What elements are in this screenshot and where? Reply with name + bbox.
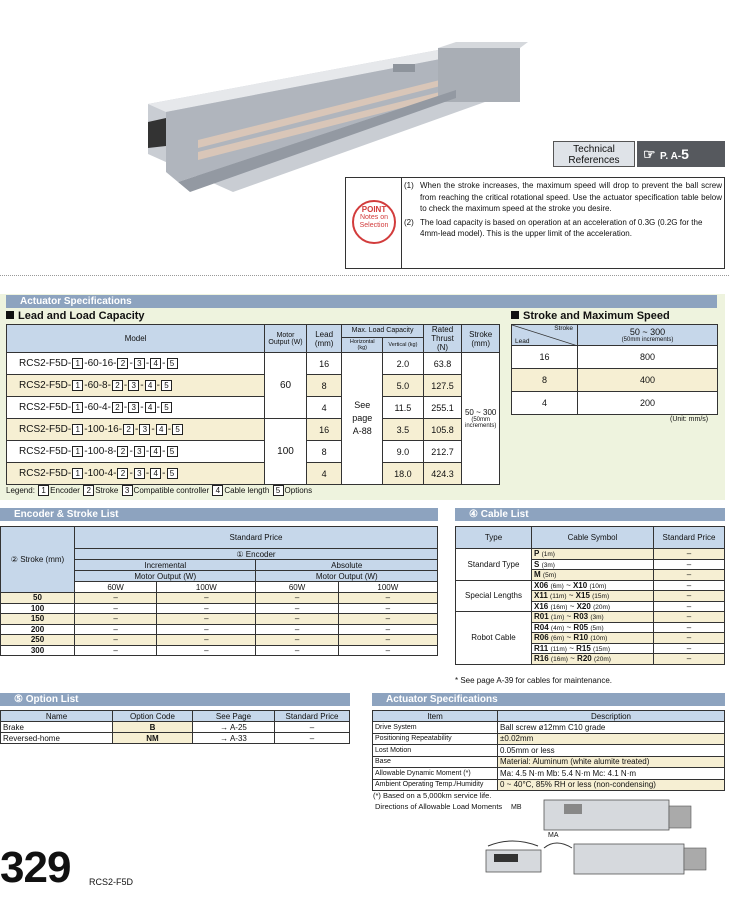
cable-symbol xyxy=(532,591,654,602)
head-stroke: Stroke xyxy=(554,325,573,332)
note-1-num: (1) xyxy=(404,181,414,190)
spec-desc: Material: Aluminum (white alumite treated) xyxy=(498,756,725,768)
legend-num: 3 xyxy=(122,485,133,496)
price-dash: – xyxy=(654,591,725,602)
price-dash: – xyxy=(256,645,338,656)
price-dash: – xyxy=(654,633,725,644)
model-prefix: RCS2-F5D- xyxy=(19,468,72,479)
cable-symbol xyxy=(532,580,654,591)
vertical-cell: 11.5 xyxy=(383,397,424,419)
th-stroke-lead xyxy=(512,325,578,346)
model-row-4: RCS2-F5D- 1 -100-16- 2 - 3 - 4 - 5 xyxy=(7,419,265,441)
cable-code: M xyxy=(534,570,541,580)
tilde: ~ xyxy=(570,654,575,664)
cable-symbol xyxy=(532,612,654,623)
section-divider xyxy=(0,275,729,276)
price-dash: – xyxy=(256,635,338,646)
cable-len: (11m) xyxy=(550,593,567,601)
lead-cell: 16 xyxy=(306,419,342,441)
option-page-link[interactable]: → A-33 xyxy=(193,733,275,744)
th-item: Item xyxy=(373,711,498,722)
ss-lead: 16 xyxy=(512,346,578,369)
tech-ref-page-num: 5 xyxy=(681,146,689,162)
cable-code: X10 xyxy=(572,580,588,590)
lead-cell: 8 xyxy=(306,375,342,397)
cable-len: (3m) xyxy=(541,561,555,569)
stroke-speed-table xyxy=(511,324,718,415)
price-dash: – xyxy=(157,603,256,614)
legend xyxy=(6,485,312,496)
th-stroke-mm: ② Stroke (mm) xyxy=(1,527,75,593)
tilde: ~ xyxy=(566,633,572,643)
thrust-cell: 127.5 xyxy=(423,375,462,397)
option-page-link[interactable]: → A-25 xyxy=(193,722,275,733)
th-lead: Lead (mm) xyxy=(306,325,342,353)
spec-item: Positioning Repeatability xyxy=(373,733,498,745)
load-moment-diagram xyxy=(484,796,724,896)
stroke-range-cell xyxy=(462,353,500,485)
th-motor-output: Motor Output (W) xyxy=(75,571,256,582)
price-dash: – xyxy=(338,614,437,625)
thrust-cell: 424.3 xyxy=(423,463,462,485)
thrust-cell: 105.8 xyxy=(423,419,462,441)
price-dash: – xyxy=(338,624,437,635)
price-dash: – xyxy=(338,635,437,646)
option-name: Brake xyxy=(1,722,113,733)
model-mid: -100-4- xyxy=(84,468,117,479)
legend-num: 4 xyxy=(212,485,223,496)
lead-load-title xyxy=(6,310,145,322)
mb-label: MB xyxy=(511,804,522,811)
th-description: Description xyxy=(498,711,725,722)
legend-num: 2 xyxy=(83,485,94,496)
footer-model: RCS2-F5D xyxy=(89,877,134,887)
spec-footnote-2: Directions of Allowable Load Moments xyxy=(375,802,503,811)
ss-speed: 400 xyxy=(578,369,718,392)
cable-len: (3m) xyxy=(590,614,604,622)
price-dash: – xyxy=(275,722,350,733)
model-mid: -100-8- xyxy=(84,446,117,457)
th-range xyxy=(578,325,718,346)
model-prefix: RCS2-F5D- xyxy=(19,446,72,457)
model-prefix: RCS2-F5D- xyxy=(19,424,72,435)
note-2-num: (2) xyxy=(404,217,414,227)
price-dash: – xyxy=(157,593,256,604)
legend-label: Legend: xyxy=(6,486,35,495)
note-1-text: When the stroke increases, the maximum speed will drop to prevent the ball screw from reaching the critical rotational speed. Use the actuator specification table below to check the maximum speed at the stroke you desire. xyxy=(420,181,722,213)
price-dash: – xyxy=(654,654,725,665)
th-motor-output: Motor Output (W) xyxy=(256,571,438,582)
legend-text: Encoder xyxy=(50,486,80,495)
model-row-6: RCS2-F5D- 1 -100-4- 2 - 3 - 4 - 5 xyxy=(7,463,265,485)
price-dash: – xyxy=(256,624,338,635)
price-dash: – xyxy=(654,601,725,612)
model-mid: -100-16- xyxy=(84,424,123,435)
spec-footnote-1: (*) Based on a 5,000km service life. xyxy=(373,791,492,800)
spec-desc: ±0.02mm xyxy=(498,733,725,745)
price-dash: – xyxy=(654,643,725,654)
cable-len: (16m) xyxy=(550,603,568,611)
cable-symbol xyxy=(532,622,654,633)
th-std-price: Standard Price xyxy=(75,527,438,549)
spec-desc: Ball screw ø12mm C10 grade xyxy=(498,722,725,734)
legend-text: Options xyxy=(284,486,313,495)
ss-speed: 800 xyxy=(578,346,718,369)
cable-len: (16m) xyxy=(550,656,568,664)
th-horizontal: Horizontal (kg) xyxy=(342,337,383,352)
price-dash: – xyxy=(338,603,437,614)
cable-len: (11m) xyxy=(550,645,567,653)
tilde: ~ xyxy=(566,580,571,590)
ss-lead: 8 xyxy=(512,369,578,392)
range-text: 50 ~ 300 xyxy=(629,327,666,337)
standard-type: Standard Type xyxy=(456,549,532,581)
cable-len: (15m) xyxy=(592,593,610,601)
unit-label: (Unit: mm/s) xyxy=(670,416,709,423)
price-dash: – xyxy=(654,612,725,623)
option-list-table xyxy=(0,710,350,744)
th-absolute: Absolute xyxy=(256,560,438,571)
cable-code: R05 xyxy=(573,622,589,632)
model-row-2: RCS2-F5D- 1 -60-8- 2 - 3 - 4 - 5 xyxy=(7,375,265,397)
price-dash: – xyxy=(338,593,437,604)
option-code: B xyxy=(113,722,193,733)
price-dash: – xyxy=(75,614,157,625)
price-dash: – xyxy=(75,645,157,656)
cable-list-band: ④ Cable List xyxy=(455,508,725,521)
th-60w: 60W xyxy=(256,582,338,593)
cable-code: R11 xyxy=(534,643,549,653)
stroke-note: (50mm increments) xyxy=(465,417,497,429)
motor-60: 60 xyxy=(265,353,307,419)
model-row-5: RCS2-F5D- 1 -100-8- 2 - 3 - 4 - 5 xyxy=(7,441,265,463)
price-dash: – xyxy=(654,580,725,591)
stroke-speed-title xyxy=(511,310,670,322)
lead-load-title-text: Lead and Load Capacity xyxy=(18,310,145,322)
price-dash: – xyxy=(654,570,725,581)
legend-text: Stroke xyxy=(95,486,119,495)
model-mid: -60-16- xyxy=(84,358,117,369)
cable-symbol xyxy=(532,633,654,644)
option-code: NM xyxy=(113,733,193,744)
spec-desc: 0.05mm or less xyxy=(498,745,725,757)
see-page-cell: See page A-88 xyxy=(342,353,383,485)
spec-item: Lost Motion xyxy=(373,745,498,757)
cable-code: R15 xyxy=(576,643,591,653)
th-stroke: Stroke (mm) xyxy=(462,325,500,353)
tilde: ~ xyxy=(569,601,575,611)
tech-ref-page-prefix: P. A- xyxy=(660,151,682,162)
lead-cell: 8 xyxy=(306,441,342,463)
option-list-band: ⑤ Option List xyxy=(0,693,350,706)
tilde: ~ xyxy=(569,643,574,653)
cable-len: (10m) xyxy=(589,582,607,590)
th-see-page: See Page xyxy=(193,711,275,722)
cable-len: (6m) xyxy=(550,635,565,643)
th-type: Type xyxy=(456,527,532,549)
cable-len: (20m) xyxy=(593,656,611,664)
cable-symbol xyxy=(532,643,654,654)
tech-ref-line2: References xyxy=(568,155,620,166)
cable-symbol xyxy=(532,601,654,612)
cable-len: (6m) xyxy=(550,582,564,590)
price-dash: – xyxy=(75,593,157,604)
th-encoder: ① Encoder xyxy=(75,549,438,560)
page-number: 329 xyxy=(0,843,71,892)
lead-cell: 16 xyxy=(306,353,342,375)
cable-note: * See page A-39 for cables for maintenance. xyxy=(455,676,612,685)
th-100w: 100W xyxy=(157,582,256,593)
cable-code: S xyxy=(534,559,540,569)
cable-symbol xyxy=(532,559,654,570)
th-option-code: Option Code xyxy=(113,711,193,722)
spec-table xyxy=(372,710,725,791)
price-dash: – xyxy=(256,603,338,614)
price-dash: – xyxy=(75,635,157,646)
model-row-3: RCS2-F5D- 1 -60-4- 2 - 3 - 4 - 5 xyxy=(7,397,265,419)
vertical-cell: 2.0 xyxy=(383,353,424,375)
th-thrust: Rated Thrust (N) xyxy=(423,325,462,353)
stroke-value: 250 xyxy=(1,635,75,646)
th-std-price: Standard Price xyxy=(654,527,725,549)
cable-len: (4m) xyxy=(550,624,565,632)
point-stamp-text: POINT xyxy=(361,205,387,214)
price-dash: – xyxy=(157,614,256,625)
cable-code: X20 xyxy=(576,601,591,611)
hand-pointer-icon: ☞ xyxy=(643,146,656,162)
cable-symbol xyxy=(532,549,654,560)
point-notes-box xyxy=(345,177,725,269)
th-100w: 100W xyxy=(338,582,437,593)
cable-code: R04 xyxy=(534,622,549,632)
legend-num: 5 xyxy=(273,485,284,496)
vertical-cell: 9.0 xyxy=(383,441,424,463)
price-dash: – xyxy=(654,559,725,570)
price-dash: – xyxy=(157,635,256,646)
price-dash: – xyxy=(157,624,256,635)
cable-code: R16 xyxy=(534,654,549,664)
cable-list-table xyxy=(455,526,725,665)
th-60w: 60W xyxy=(75,582,157,593)
thrust-cell: 63.8 xyxy=(423,353,462,375)
cable-code: P xyxy=(534,549,540,559)
ss-lead: 4 xyxy=(512,392,578,415)
actuator-specs-band: Actuator Specifications xyxy=(6,295,717,308)
cable-code: X15 xyxy=(575,591,590,601)
spec-item: Ambient Operating Temp./Humidity xyxy=(373,779,498,791)
th-std-price: Standard Price xyxy=(275,711,350,722)
head-lead: Lead xyxy=(515,338,530,345)
model-prefix: RCS2-F5D- xyxy=(19,358,72,369)
tilde: ~ xyxy=(568,591,574,601)
ss-speed: 200 xyxy=(578,392,718,415)
model-mid: -60-8- xyxy=(84,380,111,391)
stroke-speed-title-text: Stroke and Maximum Speed xyxy=(523,310,670,322)
range-note: (50mm increments) xyxy=(621,337,674,343)
lead-cell: 4 xyxy=(306,463,342,485)
spec-desc: Ma: 4.5 N·m Mb: 5.4 N·m Mc: 4.1 N·m xyxy=(498,768,725,780)
vertical-cell: 3.5 xyxy=(383,419,424,441)
lead-load-table xyxy=(6,324,500,485)
tilde: ~ xyxy=(566,612,572,622)
cable-code: R01 xyxy=(534,612,549,622)
cable-len: (20m) xyxy=(593,603,611,611)
thrust-cell: 212.7 xyxy=(423,441,462,463)
cable-len: (10m) xyxy=(590,635,608,643)
stroke-value: 100 xyxy=(1,603,75,614)
model-row-1: RCS2-F5D- 1 -60-16- 2 - 3 - 4 - 5 xyxy=(7,353,265,375)
price-dash: – xyxy=(338,645,437,656)
cable-symbol xyxy=(532,570,654,581)
stroke-value: 150 xyxy=(1,614,75,625)
cable-code: R03 xyxy=(573,612,589,622)
model-prefix: RCS2-F5D- xyxy=(19,402,72,413)
th-maxload: Max. Load Capacity xyxy=(342,325,423,338)
thrust-cell: 255.1 xyxy=(423,397,462,419)
special-lengths: Special Lengths xyxy=(456,580,532,612)
cable-len: (5m) xyxy=(590,624,604,632)
th-cable-symbol: Cable Symbol xyxy=(532,527,654,549)
price-dash: – xyxy=(654,549,725,560)
stroke-range: 50 ~ 300 xyxy=(464,408,497,417)
lead-cell: 4 xyxy=(306,397,342,419)
legend-text: Cable length xyxy=(224,486,270,495)
point-stamp-sub: Notes on Selection xyxy=(359,214,389,229)
option-name: Reversed-home xyxy=(1,733,113,744)
note-2-text: The load capacity is based on operation at an acceleration of 0.3G (0.2G for the 4mm-lead model). This is the upper limit of the acceleration. xyxy=(420,217,703,238)
price-dash: – xyxy=(275,733,350,744)
legend-num: 1 xyxy=(38,485,49,496)
cable-symbol xyxy=(532,654,654,665)
cable-len: (5m) xyxy=(542,572,557,580)
price-dash: – xyxy=(256,614,338,625)
encoder-stroke-band: Encoder & Stroke List xyxy=(0,508,438,521)
spec-desc: 0 ~ 40°C, 85% RH or less (non-condensing) xyxy=(498,779,725,791)
cable-len: (15m) xyxy=(593,645,611,653)
th-vertical: Vertical (kg) xyxy=(383,337,424,352)
stroke-value: 300 xyxy=(1,645,75,656)
model-mid: -60-4- xyxy=(84,402,111,413)
cable-code: X11 xyxy=(534,591,548,601)
th-incremental: Incremental xyxy=(75,560,256,571)
cable-code: R10 xyxy=(573,633,589,643)
cable-code: R06 xyxy=(534,633,549,643)
motor-100: 100 xyxy=(265,419,307,485)
point-stamp xyxy=(352,200,396,244)
price-dash: – xyxy=(654,622,725,633)
technical-references-tab[interactable] xyxy=(553,141,725,167)
encoder-stroke-table xyxy=(0,526,438,656)
cable-code: X06 xyxy=(534,580,549,590)
price-dash: – xyxy=(256,593,338,604)
spec-item: Drive System xyxy=(373,722,498,734)
price-dash: – xyxy=(75,603,157,614)
cable-len: (1m) xyxy=(541,551,555,559)
th-motor: Motor Output (W) xyxy=(265,325,307,353)
price-dash: – xyxy=(75,624,157,635)
cable-code: X16 xyxy=(534,601,549,611)
robot-cable: Robot Cable xyxy=(456,612,532,665)
spec-item: Allowable Dynamic Moment (*) xyxy=(373,768,498,780)
legend-text: Compatible controller xyxy=(133,486,210,495)
stroke-value: 50 xyxy=(1,593,75,604)
spec-item: Base xyxy=(373,756,498,768)
ma-label: MA xyxy=(548,832,559,839)
cable-code: R20 xyxy=(577,654,592,664)
cable-len: (1m) xyxy=(550,614,565,622)
spec-table-band: Actuator Specifications xyxy=(372,693,725,706)
vertical-cell: 5.0 xyxy=(383,375,424,397)
stroke-value: 200 xyxy=(1,624,75,635)
th-model: Model xyxy=(7,325,265,353)
vertical-cell: 18.0 xyxy=(383,463,424,485)
price-dash: – xyxy=(157,645,256,656)
tilde: ~ xyxy=(566,622,572,632)
th-name: Name xyxy=(1,711,113,722)
model-prefix: RCS2-F5D- xyxy=(19,380,72,391)
tech-ref-line1: Technical xyxy=(573,144,615,155)
